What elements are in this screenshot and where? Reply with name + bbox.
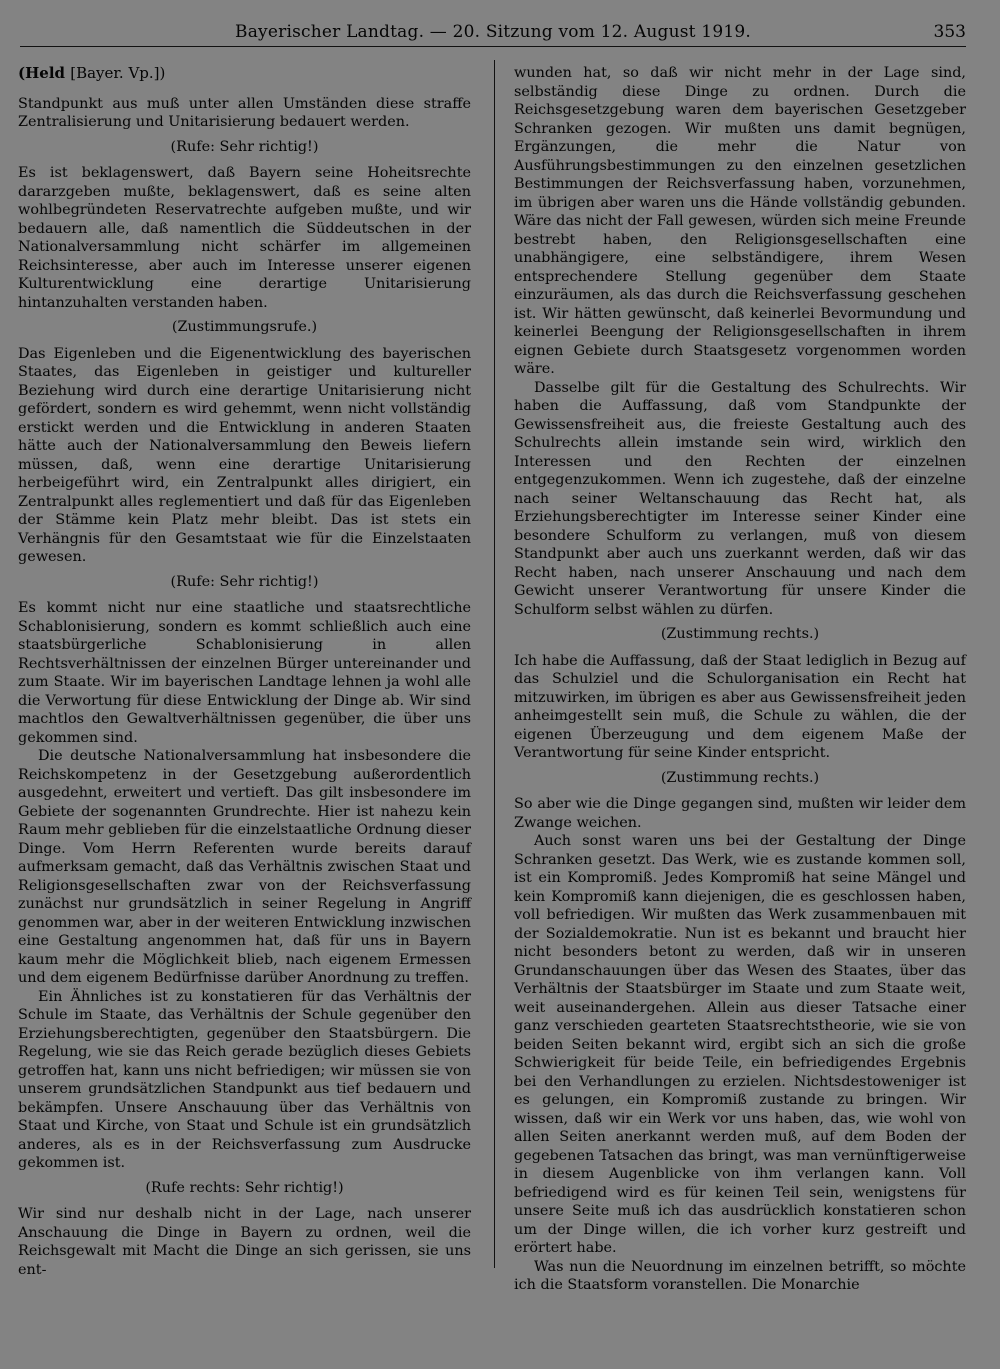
paragraph: Es ist beklagenswert, daß Bayern seine Hoheitsrechte dararzgeben mußte, beklagenswert, daß es seine alten wohlbegründeten Reservatrechte aufgeben mußte, und wir bedauern alle, daß namentlich die Süddeutschen in der Nationalversammlung nicht schärfer im allgemeinen Reichsinteresse, aber auch im Interesse unserer eigenen Kulturentwicklung eine derartige Unitarisierung hintanzuhalten verstanden haben. xyxy=(18,165,471,311)
paragraph: Was nun die Neuordnung im einzelnen betrifft, so möchte ich die Staatsform voranstellen. Die Monarchie xyxy=(514,1258,966,1293)
interjection: (Rufe: Sehr richtig!) xyxy=(170,573,319,590)
speaker-party: [Bayer. Vp.]) xyxy=(70,64,166,82)
paragraph: Es kommt nicht nur eine staatliche und staatsrechtliche Schablonisierung, sondern es kommt schließlich auch eine staatsbürgerliche Schablonisierung in allen Rechtsverhältnissen der einzelnen Bürger untereinander und zum Staate. Wir im bayerischen Landtage lehnen ja wohl alle die Verwortung für diese Entwicklung der Dinge ab. Wir sind machtlos den Gewaltverhältnissen gegenüber, die über uns gekommen sind. xyxy=(18,600,471,746)
interjection: (Rufe rechts: Sehr richtig!) xyxy=(145,1179,344,1196)
left-column xyxy=(18,64,471,1279)
interjection: (Zustimmung rechts.) xyxy=(660,626,820,642)
right-column xyxy=(514,64,966,1295)
paragraph: Dasselbe gilt für die Gestaltung des Schulrechts. Wir haben die Auffassung, daß vom Standpunkte der Gewissensfreiheit aus, die freieste Gestaltung auch des Schulrechts allein imstande sein wird, wirklich den Interessen und den Rechten der einzelnen entgegenzukommen. Wenn ich zugestehe, daß der einzelne nach seiner Weltanschauung das Recht hat, als Erziehungsberechtigter im Interesse seiner Kinder eine besondere Schulform zu verlangen, muß von diesem Standpunkt aber auch uns zuerkannt werden, daß wir das Recht haben, nach unserer Anschauung und nach dem Gewicht unserer Verantwortung für unsere Kinder die Schulform selbst wählen zu dürfen. xyxy=(514,379,966,618)
paragraph: Wir sind nur deshalb nicht in der Lage, nach unserer Anschauung die Dinge in Bayern zu ordnen, weil die Reichsgewalt mit Macht die Dinge an sich gerissen, sie uns ent- xyxy=(18,1206,471,1278)
running-title: Bayerischer Landtag. — 20. Sitzung vom 12. August 1919. xyxy=(235,22,751,42)
paragraph: Auch sonst waren uns bei der Gestaltung der Dinge Schranken gesetzt. Das Werk, wie es zustande kommen soll, ist ein Kompromiß. Jedes Kompromiß hat seine Mängel und kein Kompromiß kann diejenigen, die es geschlossen haben, voll befriedigen. Wir mußten das Werk zusammenbauen mit der Sozialdemokratie. Nun ist es bekannt und braucht hier nicht besonders betont zu werden, daß wir in unseren Grundanschauungen über das Wesen des Staates, über das Verhältnis der Staatsbürger im Staate und zum Staate weit, weit auseinandergehen. Allein aus dieser Tatsache einer ganz verschieden gearteten Staatsrechtstheorie, wie sie von beiden Seiten bekannt wird, ergibt sich an sich die große Schwierigkeit für beide Teile, ein befriedigendes Ergebnis bei den Verhandlungen zu erzielen. Nichtsdestoweniger ist es gelungen, ein Kompromiß zustande zu bringen. Wir wissen, daß wir ein Werk vor uns haben, das, wie wohl von allen Seiten anerkannt werden muß, auf dem Boden der gegebenen Tatsachen das bringt, was man vernünftigerweise in diesem Augenblicke von ihm verlangen kann. Voll befriedigend wird es für keinen Teil sein, wenigstens für unsere Seite muß ich das ausdrücklich konstatieren schon um der Dinge willen, die ich vorher kurz gestreift und erörtert habe. xyxy=(514,833,966,1256)
column-divider xyxy=(494,60,495,1268)
interjection: (Zustimmung rechts.) xyxy=(660,769,820,786)
paragraph: So aber wie die Dinge gegangen sind, mußten wir leider dem Zwange weichen. xyxy=(514,796,966,831)
interjection: (Zustimmungsrufe.) xyxy=(171,319,318,335)
paragraph: Standpunkt aus muß unter allen Umständen diese straffe Zentralisierung und Unitarisierung bedauert werden. xyxy=(18,95,471,130)
paragraph: Das Eigenleben und die Eigenentwicklung des bayerischen Staates, das Eigenleben in geistiger und kultureller Beziehung wird durch eine derartige Unitarisierung nicht gefördert, sondern es wird gehemmt, wenn nicht vollständig erstickt werden und die Entwicklung in anderen Staaten hätte auch der Nationalversammlung den Beweis liefern müssen, daß, wenn eine derartige Unitarisierung herbeigeführt wird, ein Zentralpunkt alles dirigiert, ein Zentralpunkt alles reglementiert und daß für das Eigenleben der Stämme kein Platz mehr bleibt. Das ist stets ein Verhängnis für den Gesamtstaat wie für die Einzelstaaten gewesen. xyxy=(18,345,471,565)
speaker-name: (Held xyxy=(18,64,65,82)
paragraph: Ein Ähnliches ist zu konstatieren für das Verhältnis der Schule im Staate, das Verhältnis der Schule gegenüber den Erziehungsberechtigten, gegenüber den Staatsbürgern. Die Regelung, wie sie das Reich gerade bezüglich dieses Gebiets getroffen hat, kann uns nicht befriedigen; wir müssen sie von unserem grundsätzlichen Standpunkt aus tief bedauern und bekämpfen. Unsere Anschauung über das Verhältnis von Staat und Kirche, von Staat und Schule ist ein grundsätzlich anderes, als es in der Reichsverfassung zum Ausdrucke gekommen ist. xyxy=(18,988,471,1171)
page-header xyxy=(20,20,966,47)
paragraph: Die deutsche Nationalversammlung hat insbesondere die Reichskompetenz in der Gesetzgebung außerordentlich ausgedehnt, erweitert und vertieft. Das gilt insbesondere im Gebiete der sogenannten Grundrechte. Hier ist nahezu kein Raum mehr geblieben für die einzelstaatliche Ordnung dieser Dinge. Vom Herrn Referenten wurde bereits darauf aufmerksam gemacht, daß das Verhältnis zwischen Staat und Religionsgesellschaften zwar von der Reichsverfassung zunächst nur grundsätzlich in seiner Regelung in Angriff genommen war, aber in der weiteren Entwicklung inzwischen eine Gestaltung angenommen hat, daß für uns in Bayern kaum mehr die Möglichkeit blieb, nach eigenem Ermessen und dem eigenem Bedürfnisse darüber Anordnung zu treffen. xyxy=(18,748,471,986)
paragraph: Ich habe die Auffassung, daß der Staat lediglich in Bezug auf das Schulziel und die Schulorganisation ein Recht hat mitzuwirken, im übrigen es aber aus Gewissensfreiheit jeden anheimgestellt sein muß, die Schule zu wählen, die der eigenen Überzeugung und dem eigenem Maße der Verantwortung für seine Kinder entspricht. xyxy=(514,652,966,761)
paragraph: wunden hat, so daß wir nicht mehr in der Lage sind, selbständig diese Dinge zu ordnen. Durch die Reichsgesetzgebung waren dem bayerischen Gesetzgeber Schranken gezogen. Wir mußten uns damit begnügen, Ergänzungen, die mehr die Natur von Ausführungsbestimmungen zu den einzelnen gesetzlichen Bestimmungen der Reichsverfassung haben, vorzunehmen, im übrigen aber waren uns die Hände vollständig gebunden. Wäre das nicht der Fall gewesen, würden sich meine Freunde bestrebt haben, den Religionsgesellschaften eine unabhängigere, eine selbständigere, ihrem Wesen entsprechendere Stellung gegenüber dem Staate einzuräumen, als das durch die Reichsverfassung geschehen ist. Wir hätten gewünscht, daß keinerlei Bevormundung und keinerlei Beengung der Religionsgesellschaften in ihrem eignen Gebiete durch Staatsgesetz vorgenommen worden wäre. xyxy=(514,65,966,377)
speaker-label xyxy=(18,64,471,83)
interjection: (Rufe: Sehr richtig!) xyxy=(170,138,319,155)
page-number: 353 xyxy=(933,22,966,42)
